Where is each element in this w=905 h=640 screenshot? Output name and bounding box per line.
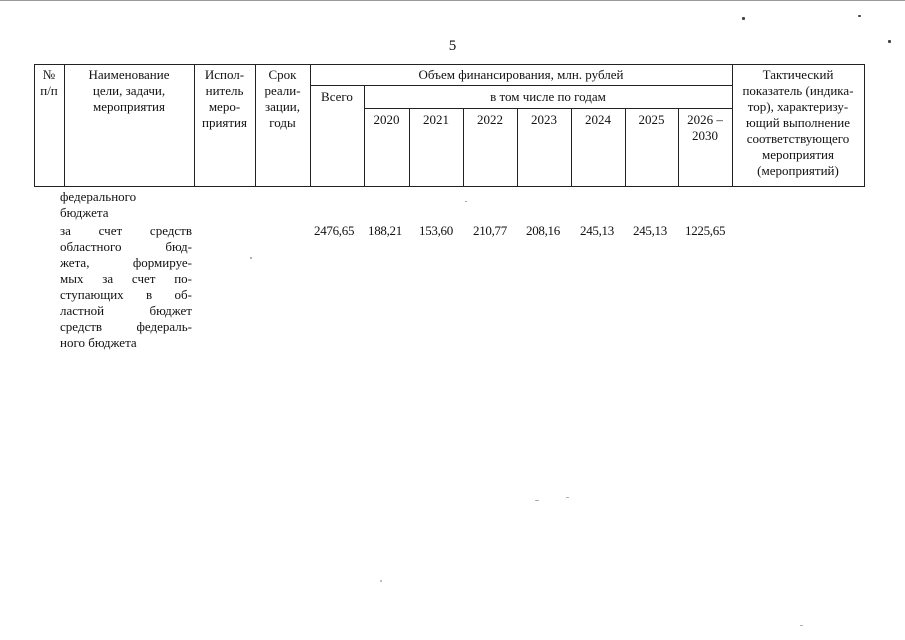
header-executor: Испол- нитель меро- приятия: [201, 67, 247, 130]
label-line: ластной бюджет: [60, 303, 192, 318]
header-right-border: [864, 64, 865, 187]
value-2025: 245,13: [633, 223, 667, 238]
value-2022: 210,77: [473, 223, 507, 238]
header-top-border: [34, 64, 865, 65]
header-by-years: в том числе по годам: [490, 89, 606, 104]
scan-speck: [535, 500, 539, 501]
years-sub-line: [364, 108, 732, 109]
funding-sub-line: [310, 85, 732, 86]
value-2021: 153,60: [419, 223, 453, 238]
value-2026-2030: 1225,65: [685, 223, 726, 238]
scan-speck: [742, 17, 745, 20]
header-total: Всего: [321, 89, 353, 104]
scan-speck: [380, 580, 382, 582]
label-line: ного бюджета: [60, 335, 137, 350]
page-number: 5: [448, 38, 457, 54]
label-line: ступающих в об-: [60, 287, 192, 302]
scan-speck: [566, 497, 569, 498]
header-year-2021: 2021: [423, 112, 449, 127]
header-year-2025: 2025: [638, 112, 665, 127]
scan-speck: [250, 257, 252, 259]
header-year-2023: 2023: [531, 112, 557, 127]
header-year-2020: 2020: [373, 112, 400, 127]
row-label-federal-budget: федерального бюджета: [60, 189, 137, 220]
label-line: областного бюд-: [60, 239, 192, 254]
label-line: мых за счет по-: [60, 271, 192, 286]
header-year-2022: 2022: [477, 112, 503, 127]
header-name: Наименование цели, задачи, мероприятия: [88, 67, 170, 114]
value-2024: 245,13: [580, 223, 614, 238]
scan-speck: [800, 625, 803, 626]
header-bottom-border: [34, 186, 865, 187]
scan-speck: [888, 40, 891, 43]
header-funding: Объем финансирования, млн. рублей: [418, 67, 624, 82]
scan-speck: [465, 201, 467, 202]
row-label-regional-budget: [60, 223, 192, 351]
header-indicator: Тактический показатель (индика- тор), характеризу- ющий выполнение соответствующего мероприятия (мероприятий): [742, 67, 854, 178]
label-line: за счет средств: [60, 223, 192, 238]
header-num: № п/п: [40, 67, 58, 98]
value-2020: 188,21: [368, 223, 402, 238]
value-2023: 208,16: [526, 223, 560, 238]
header-year-2024: 2024: [585, 112, 611, 127]
top-edge-line: [0, 0, 905, 1]
table-header: [34, 64, 865, 187]
header-period: Срок реали- зации, годы: [264, 67, 301, 130]
header-year-2026-2030: 2026 – 2030: [687, 112, 723, 143]
scan-speck: [858, 15, 861, 17]
value-total: 2476,65: [314, 223, 355, 238]
label-line: жета, формируе-: [60, 255, 192, 270]
label-line: средств федераль-: [60, 319, 192, 334]
